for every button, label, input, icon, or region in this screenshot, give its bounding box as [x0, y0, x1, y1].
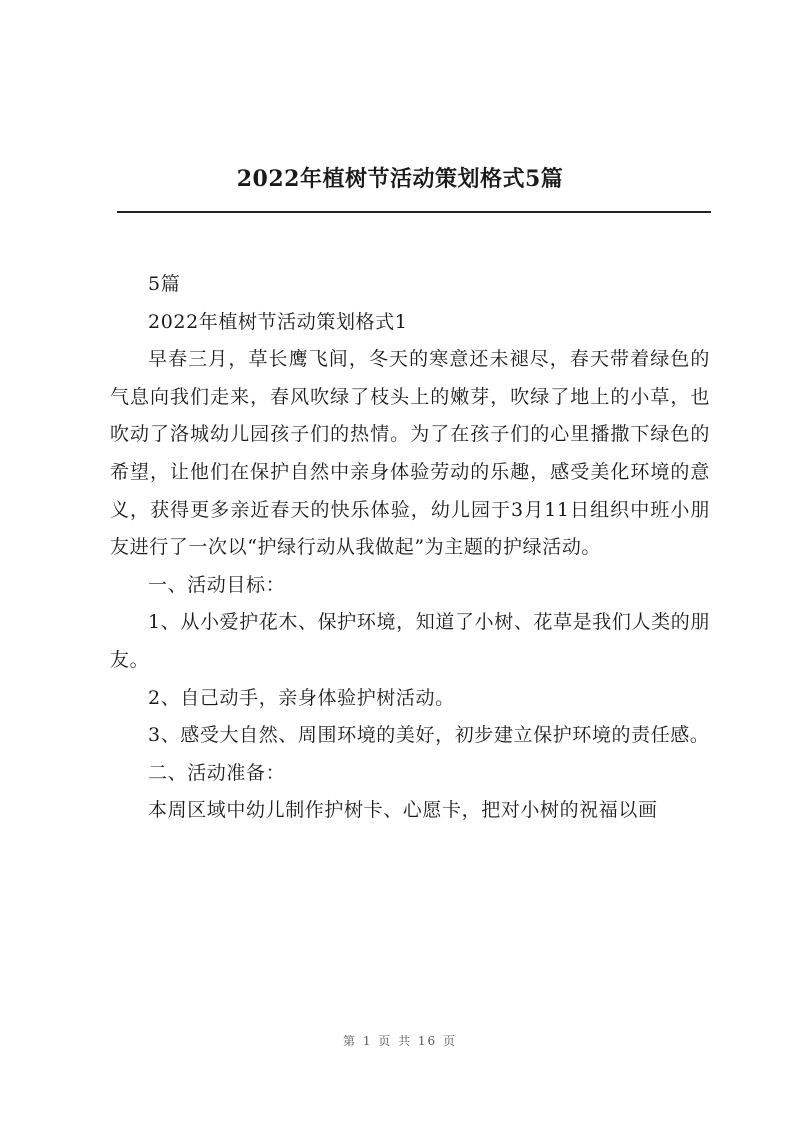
paragraph-goal-1: 1、从小爱护花木、保护环境，知道了小树、花草是我们人类的朋友。 [110, 611, 710, 671]
document-body [110, 266, 710, 830]
document-title: 2022年植树节活动策划格式5篇 [236, 166, 564, 192]
title-divider [117, 211, 711, 213]
page-number-footer: 第 1 页 共 16 页 [343, 1034, 457, 1048]
paragraph-section-count: 5篇 [148, 273, 181, 295]
paragraph-goal-2: 2、自己动手，亲身体验护树活动。 [148, 686, 455, 709]
paragraph-subtitle: 2022年植树节活动策划格式1 [148, 310, 408, 333]
paragraph-preparation: 本周区域中幼儿制作护树卡、心愿卡，把对小树的祝福以画 [148, 799, 658, 822]
paragraph-heading-goals: 一、活动目标： [148, 573, 286, 596]
paragraph-intro: 早春三月，草长鹰飞间，冬天的寒意还未褪尽，春天带着绿色的气息向我们走来，春风吹绿了枝头上的嫩芽，吹绿了地上的小草，也吹动了洛城幼儿园孩子们的热情。为了在孩子们的心里播撒下绿色的希望，让他们在保护自然中亲身体验劳动的乐趣，感受美化环境的意义，获得更多亲近春天的快乐体验，幼儿园于3月11日组织中班小朋友进行了一次以“护绿行动从我做起”为主题的护绿活动。 [110, 348, 710, 559]
paragraph-heading-preparation: 二、活动准备： [148, 761, 286, 784]
paragraph-goal-3: 3、感受大自然、周围环境的美好，初步建立保护环境的责任感。 [148, 724, 710, 747]
